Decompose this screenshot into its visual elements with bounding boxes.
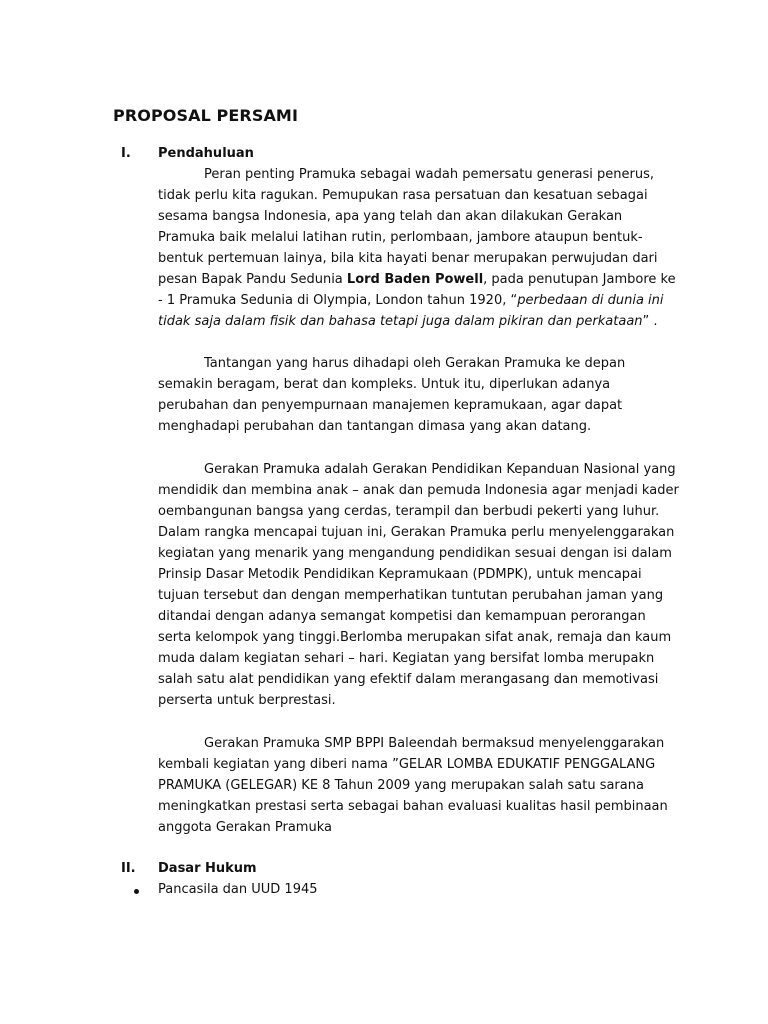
paragraph-4 — [158, 733, 668, 838]
bullet-item: Pancasila dan UUD 1945 — [158, 882, 318, 897]
bold-name: Lord Baden Powell — [346, 272, 484, 287]
bullet-icon — [134, 889, 139, 894]
paragraph-1-line: sesama bangsa Indonesia, apa yang telah dan akan dilakukan Gerakan — [158, 209, 623, 224]
paragraph-1 — [158, 164, 676, 332]
text-span: - 1 Pramuka Sedunia di Olympia, London tahun 1920, “ — [158, 293, 518, 308]
paragraph-3-line: Gerakan Pramuka adalah Gerakan Pendidikan Kepanduan Nasional yang — [204, 462, 676, 477]
section-2-number: II. — [121, 861, 136, 876]
paragraph-1-line — [158, 311, 668, 332]
paragraph-3-line: Dalam rangka mencapai tujuan ini, Gerakan Pramuka perlu menyelenggarakan — [158, 525, 675, 540]
paragraph-1-line: bentuk pertemuan lainya, bila kita hayati benar merupakan perwujudan dari — [158, 251, 658, 266]
paragraph-3-line: kegiatan yang menarik yang mengandung pendidikan sesuai dengan isi dalam — [158, 546, 672, 561]
paragraph-1-line: Peran penting Pramuka sebagai wadah pemersatu generasi penerus, — [204, 167, 654, 182]
paragraph-3-line: tujuan tersebut dan dengan memperhatikan tuntutan perubahan jaman yang — [158, 588, 664, 603]
paragraph-4-line: kembali kegiatan yang diberi nama ”GELAR LOMBA EDUKATIF PENGGALANG — [158, 757, 656, 772]
paragraph-2-line: perubahan dan penyempurnaan manajemen kepramukaan, agar dapat — [158, 398, 623, 413]
paragraph-1-line: Pramuka baik melalui latihan rutin, perlombaan, jambore ataupun bentuk- — [158, 230, 643, 245]
paragraph-4-line: anggota Gerakan Pramuka — [158, 820, 332, 835]
paragraph-3-line: serta kelompok yang tinggi.Berlomba merupakan sifat anak, remaja dan kaum — [158, 630, 672, 645]
paragraph-2-line: menghadapi perubahan dan tantangan dimasa yang akan datang. — [158, 419, 592, 434]
section-2-heading: Dasar Hukum — [158, 861, 257, 876]
paragraph-2-line: semakin beragam, berat dan kompleks. Untuk itu, diperlukan adanya — [158, 377, 611, 392]
text-span: , pada penutupan Jambore ke — [483, 272, 676, 287]
paragraph-1-line — [158, 290, 668, 311]
italic-quote: tidak saja dalam fisik dan bahasa tetapi juga dalam pikiran dan perkataan — [158, 314, 643, 329]
paragraph-3-line: mendidik dan membina anak – anak dan pemuda Indonesia agar menjadi kader — [158, 483, 679, 498]
document-title: PROPOSAL PERSAMI — [113, 106, 299, 125]
paragraph-3-line: perserta untuk berprestasi. — [158, 693, 336, 708]
section-1-number: I. — [121, 146, 131, 161]
text-span: ” . — [642, 314, 658, 329]
paragraph-4-line: meningkatkan prestasi serta sebagai bahan evaluasi kualitas hasil pembinaan — [158, 799, 668, 814]
paragraph-3-line: ditandai dengan adanya semangat kompetisi dan kemampuan perorangan — [158, 609, 646, 624]
paragraph-3 — [158, 459, 679, 711]
paragraph-4-line: PRAMUKA (GELEGAR) KE 8 Tahun 2009 yang merupakan salah satu sarana — [158, 778, 644, 793]
paragraph-3-line: Prinsip Dasar Metodik Pendidikan Kepramukaan (PDMPK), untuk mencapai — [158, 567, 642, 582]
paragraph-1-line — [158, 269, 676, 290]
paragraph-3-line: oembangunan bangsa yang cerdas, terampil dan berbudi pekerti yang luhur. — [158, 504, 660, 519]
paragraph-3-line: muda dalam kegiatan sehari – hari. Kegiatan yang bersifat lomba merupakn — [158, 651, 655, 666]
paragraph-3-line: salah satu alat pendidikan yang efektif dalam merangasang dan memotivasi — [158, 672, 659, 687]
paragraph-1-line: tidak perlu kita ragukan. Pemupukan rasa persatuan dan kesatuan sebagai — [158, 188, 648, 203]
paragraph-4-line: Gerakan Pramuka SMP BPPI Baleendah bermaksud menyelenggarakan — [204, 736, 665, 751]
text-span: pesan Bapak Pandu Sedunia — [158, 272, 347, 287]
italic-quote: perbedaan di dunia ini — [517, 293, 664, 308]
paragraph-2-line: Tantangan yang harus dihadapi oleh Gerakan Pramuka ke depan — [204, 356, 626, 371]
paragraph-2 — [158, 353, 668, 437]
section-1-heading: Pendahuluan — [158, 146, 254, 161]
